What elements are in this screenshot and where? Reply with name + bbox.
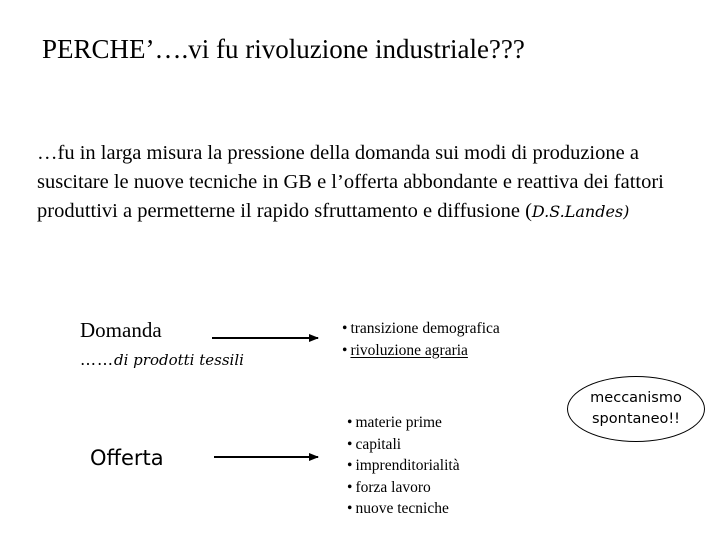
bullet-icon: • <box>347 435 353 453</box>
quote-text: …fu in larga misura la pressione della domanda sui modi di produzione a suscitare le nuove tecniche in GB e l’offerta abbondante e reattiva dei fattori produttivi a permetterne il rapido sfruttamento e diffusione ( <box>37 142 664 222</box>
demand-sublabel-text: di prodotti tessili <box>114 351 244 369</box>
list-item-text: materie prime <box>355 414 442 431</box>
list-item-text: transizione demografica <box>350 320 500 337</box>
list-item-link[interactable]: rivoluzione agraria <box>350 341 468 359</box>
list-item-text: imprenditorialità <box>355 457 460 474</box>
demand-sublabel-dots: …… <box>80 350 114 369</box>
list-item-text: nuove tecniche <box>355 500 449 517</box>
list-item <box>342 318 500 340</box>
quote-author: D.S.Landes) <box>531 202 630 221</box>
demand-label: Domanda <box>80 318 162 342</box>
bullet-icon: • <box>347 457 353 474</box>
list-item <box>347 498 460 520</box>
list-item <box>347 477 460 499</box>
list-item <box>347 434 460 456</box>
callout-text <box>590 388 682 430</box>
callout-bubble <box>567 376 705 442</box>
demand-factors-list <box>342 318 500 361</box>
list-item-text: forza lavoro <box>355 478 431 496</box>
bullet-icon: • <box>347 414 353 431</box>
bullet-icon: • <box>347 500 353 517</box>
slide-title: PERCHE’….vi fu rivoluzione industriale??? <box>42 34 525 64</box>
supply-factors-list <box>347 412 460 520</box>
bullet-icon: • <box>342 341 348 359</box>
bullet-icon: • <box>342 320 348 337</box>
list-item <box>347 455 460 477</box>
list-item-text: capitali <box>355 435 402 453</box>
bullet-icon: • <box>347 478 353 496</box>
callout-line-2: spontaneo!! <box>592 411 680 427</box>
supply-label: Offerta <box>90 446 164 470</box>
callout-line-1: meccanismo <box>590 390 682 406</box>
list-item <box>347 412 460 434</box>
list-item <box>342 340 500 362</box>
